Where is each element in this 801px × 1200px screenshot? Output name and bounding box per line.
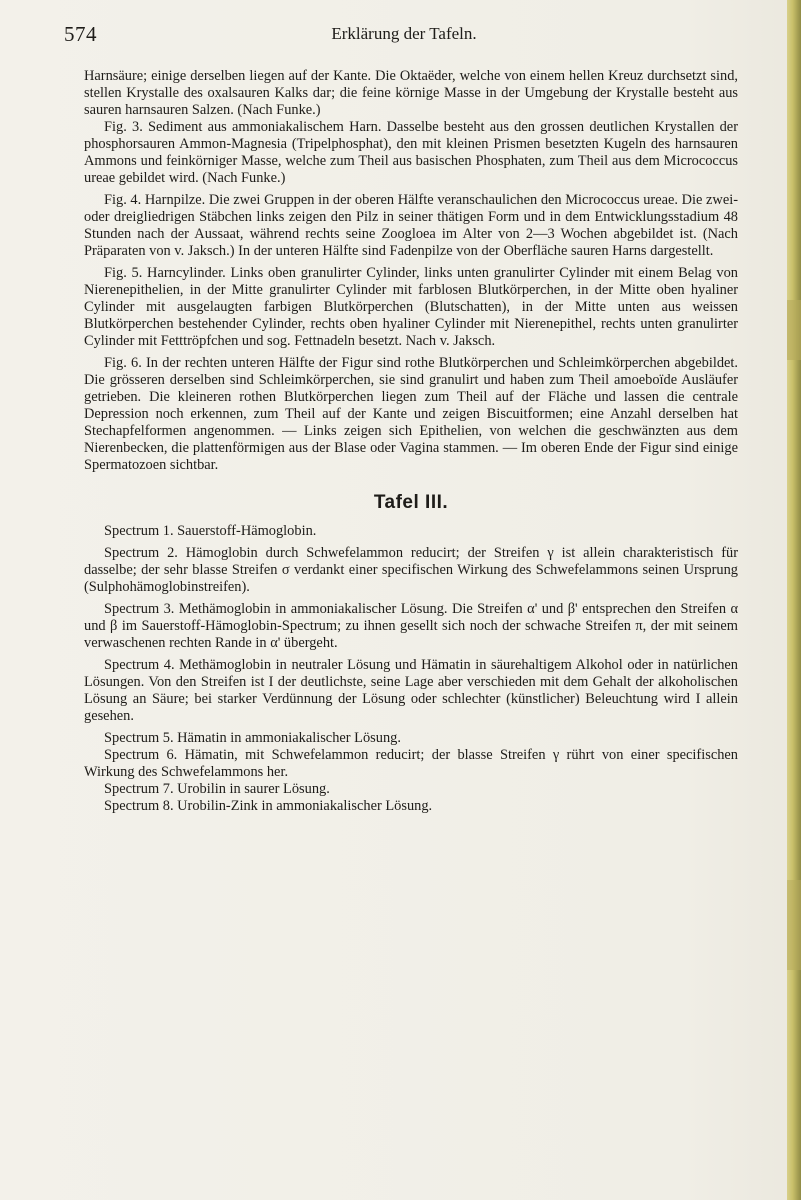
running-head: Erklärung der Tafeln. <box>331 24 477 43</box>
page-edge-stain <box>787 300 801 360</box>
spectrum-6: Spectrum 6. Hämatin, mit Schwefelammon reducirt; der blasse Streifen γ rührt von einer specifischen Wirkung des Schwefelammons her. <box>84 747 738 780</box>
spectrum-1: Spectrum 1. Sauerstoff-Hämoglobin. <box>104 523 317 539</box>
page-edge <box>787 0 801 1200</box>
spectrum-5: Spectrum 5. Hämatin in ammoniakalischer Lösung. <box>104 730 401 746</box>
spectrum-3: Spectrum 3. Methämoglobin in ammoniakalischer Lösung. Die Streifen α' und β' entsprechen den Streifen α und β im Sauerstoff-Hämoglobin-Spectrum; zu ihnen gesellt sich noch der schwache Streifen π, der mit seinem verwaschenen rechten Rande in α' übergeht. <box>84 601 738 651</box>
spectrum-4: Spectrum 4. Methämoglobin in neutraler Lösung und Hämatin in säurehaltigem Alkohol oder in natürlichen Lösungen. Von den Streifen ist I der deutlichste, seine Lage aber verschieden mit dem Gehalt der alkoholischen Lösung an Säure; bei starker Verdünnung der Lösung oder schlechter (künstlicher) Beleuchtung wird I allein gesehen. <box>84 657 738 724</box>
paragraph-fig-3: Fig. 3. Sediment aus ammoniakalischem Harn. Dasselbe besteht aus den grossen deutlichen Krystallen der phosphorsauren Ammon-Magnesia (Tripelphosphat), den mit kleinen Prismen besetzten Kugeln des harnsauren Ammons und feinkörniger Masse, welche zum Theil aus basischen Phosphaten, zum Theil aus dem Micrococcus ureae gebildet wird. (Nach Funke.) <box>84 119 738 186</box>
page-body <box>84 68 738 815</box>
paragraph-fig-5: Fig. 5. Harncylinder. Links oben granulirter Cylinder, links unten granulirter Cylinder mit einem Belag von Nierenepithelien, in der Mitte granulirter Cylinder mit farblosen Blutkörperchen, in der Mitte oben hyaliner Cylinder mit ausgelaugten farbigen Blutkörperchen (Blutschatten), in der Mitte unten aus weissen Blutkörperchen bestehender Cylinder, rechts oben hyaliner Cylinder mit Nierenepithel, rechts unten granulirter Cylinder mit Fetttröpfchen und sog. Fettnadeln besetzt. Nach v. Jaksch. <box>84 265 738 349</box>
spectrum-2: Spectrum 2. Hämoglobin durch Schwefelammon reducirt; der Streifen γ ist allein charakteristisch für dasselbe; der sehr blasse Streifen σ verdankt einer specifischen Wirkung des Schwefelammons seinen Ursprung (Sulphohämoglobinstreifen). <box>84 545 738 595</box>
page-edge-stain <box>787 880 801 970</box>
plate-title: Tafel III. <box>373 492 449 513</box>
paragraph-fig-6: Fig. 6. In der rechten unteren Hälfte der Figur sind rothe Blutkörperchen und Schleimkörperchen abgebildet. Die grösseren derselben sind Schleimkörperchen, sie sind granulirt und haben zum Theil amoeboïde Ausläufer getrieben. Die kleineren rothen Blutkörperchen liegen zum Theil auf der Fläche und lassen die centrale Depression noch erkennen, zum Theil auf der Kante und zeigen Biscuitformen; eine Anzahl derselben hat Stechapfelformen angenommen. — Links zeigen sich Epithelien, von welchen die geschwänzten aus dem Nierenbecken, die plattenförmigen aus der Blase oder Vagina stammen. — Im oberen Ende der Figur sind einige Spermatozoen sichtbar. <box>84 355 738 473</box>
spectrum-8: Spectrum 8. Urobilin-Zink in ammoniakalischer Lösung. <box>104 798 433 814</box>
paragraph-continuation: Harnsäure; einige derselben liegen auf der Kante. Die Oktaëder, welche von einem hellen Kreuz durchsetzt sind, stellen Krystalle des oxalsauren Kalks dar; die feine körnige Masse in der Umgebung der Krystalle besteht aus sauren harnsauren Salzen. (Nach Funke.) <box>84 68 738 118</box>
page-header <box>64 22 744 46</box>
page-number: 574 <box>64 22 97 46</box>
paragraph-fig-4: Fig. 4. Harnpilze. Die zwei Gruppen in der oberen Hälfte veranschaulichen den Micrococcus ureae. Die zwei- oder dreigliedrigen Stäbchen links zeigen den Pilz in seiner thätigen Form und in dem Entwicklungsstadium 48 Stunden nach der Aussaat, während rechts seine Zoogloea im Alter von 2—3 Wochen abgebildet ist. (Nach Präparaten von v. Jaksch.) In der unteren Hälfte sind Fadenpilze von der Oberfläche sauren Harns dargestellt. <box>84 192 738 259</box>
spectrum-7: Spectrum 7. Urobilin in saurer Lösung. <box>104 781 330 797</box>
